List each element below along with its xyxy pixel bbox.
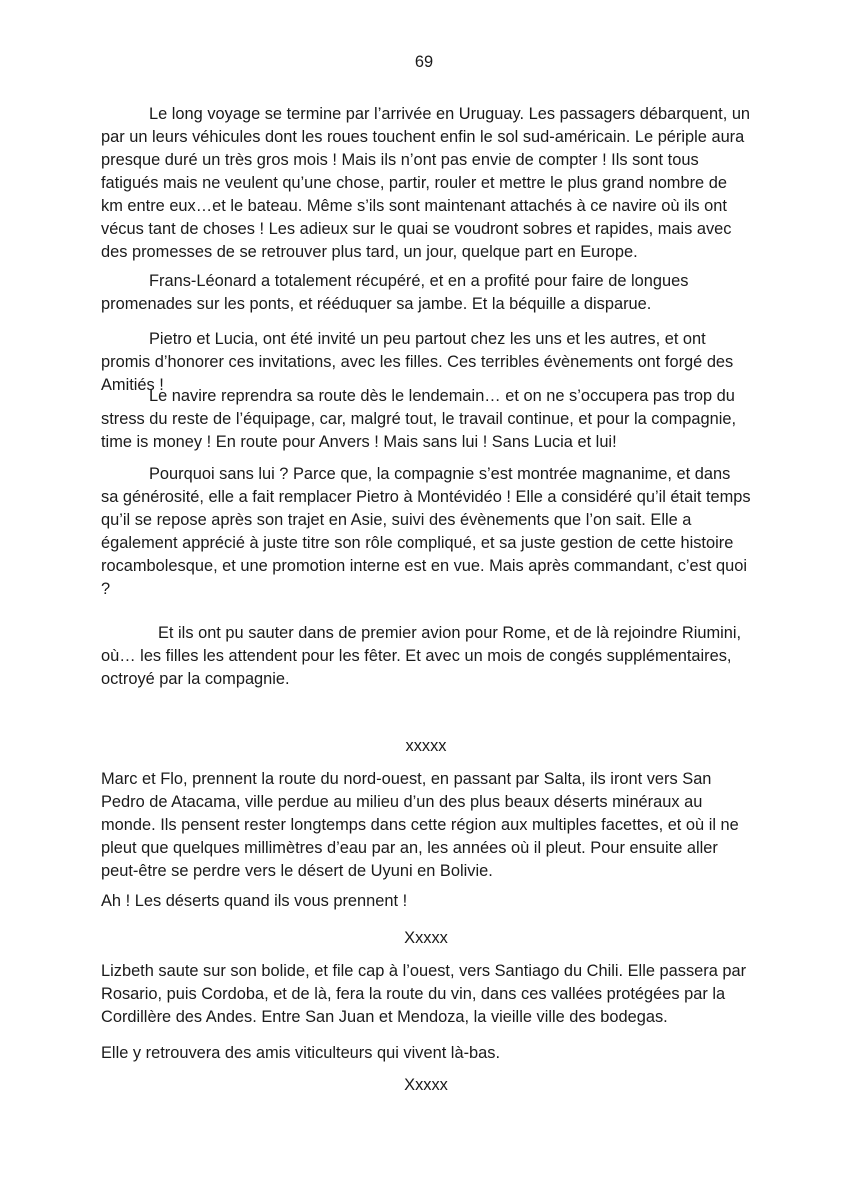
paragraph-arrival (101, 103, 751, 264)
section-separator: Xxxxx (404, 1076, 448, 1094)
paragraph-text: Marc et Flo, prennent la route du nord-ouest, en passant par Salta, ils iront vers San Pedro de Atacama, ville perdue au milieu d’un des plus beaux déserts minéraux au monde. Ils pensent rester longtemps dans cette région aux multiples facettes, et où il ne pleut que quelques millimètres d’eau par an, les années où il pleut. Pour ensuite aller peut-être se perdre vers le désert de Uyuni en Bolivie. (101, 770, 739, 880)
paragraph-text: Lizbeth saute sur son bolide, et file cap à l’ouest, vers Santiago du Chili. Elle passera par Rosario, puis Cordoba, et de là, fera la route du vin, dans ces vallées protégées par la Cordillère des Andes. Entre San Juan et Mendoza, la vieille ville des bodegas. (101, 962, 747, 1026)
paragraph-text: Frans-Léonard a totalement récupéré, et en a profité pour faire de longues promenades sur les ponts, et rééduquer sa jambe. Et la béquille a disparue. (101, 272, 689, 313)
paragraph-text: Le navire reprendra sa route dès le lendemain… et on ne s’occupera pas trop du stress du reste de l’équipage, car, malgré tout, le travail continue, et pour la compagnie, time is money ! En route pour Anvers ! Mais sans lui ! Sans Lucia et lui! (101, 387, 737, 451)
paragraph-navire (101, 385, 751, 454)
page-number: 69 (414, 53, 434, 71)
section-separator: Xxxxx (404, 929, 448, 947)
paragraph-text: Et ils ont pu sauter dans de premier avion pour Rome, et de là rejoindre Riumini, où… les filles les attendent pour les fêter. Et avec un mois de congés supplémentaires, octroyé par la compagnie. (101, 624, 742, 688)
paragraph-text: Pourquoi sans lui ? Parce que, la compagnie s’est montrée magnanime, et dans sa générosité, elle a fait remplacer Pietro à Montévidéo ! Elle a considéré qu’il était temps qu’il se repose après son trajet en Asie, suivi des évènements que l’on sait. Elle a également apprécié à juste titre son rôle compliqué, et sa juste gestion de cette histoire rocambolesque, et une promotion interne est en vue. Mais après commandant, c’est quoi ? (101, 465, 751, 598)
paragraph-marc-flo (101, 768, 751, 883)
paragraph-frans-leonard (101, 270, 751, 316)
paragraph-rome (101, 622, 751, 691)
paragraph-text: Pietro et Lucia, ont été invité un peu partout chez les uns et les autres, et ont promis d’honorer ces invitations, avec les filles. Ces terribles évènements ont forgé des Amitiés ! (101, 330, 734, 394)
paragraph-deserts (101, 890, 751, 913)
paragraph-pourquoi (101, 463, 751, 601)
paragraph-viticulteurs (101, 1042, 751, 1065)
paragraph-lizbeth (101, 960, 751, 1029)
paragraph-text: Le long voyage se termine par l’arrivée en Uruguay. Les passagers débarquent, un par un leurs véhicules dont les roues touchent enfin le sol sud-américain. Le périple aura presque duré un très gros mois ! Mais ils n’ont pas envie de compter ! Ils sont tous fatigués mais ne veulent qu’une chose, partir, rouler et mettre le plus grand nombre de km entre eux…et le bateau. Même s’ils sont maintenant attachés à ce navire où ils ont vécus tant de choses ! Les adieux sur le quai se voudront sobres et rapides, mais avec des promesses de se retrouver plus tard, un jour, quelque part en Europe. (101, 105, 751, 261)
section-separator: xxxxx (405, 737, 447, 755)
paragraph-text: Elle y retrouvera des amis viticulteurs qui vivent là-bas. (101, 1044, 501, 1062)
paragraph-text: Ah ! Les déserts quand ils vous prennent ! (101, 892, 408, 910)
